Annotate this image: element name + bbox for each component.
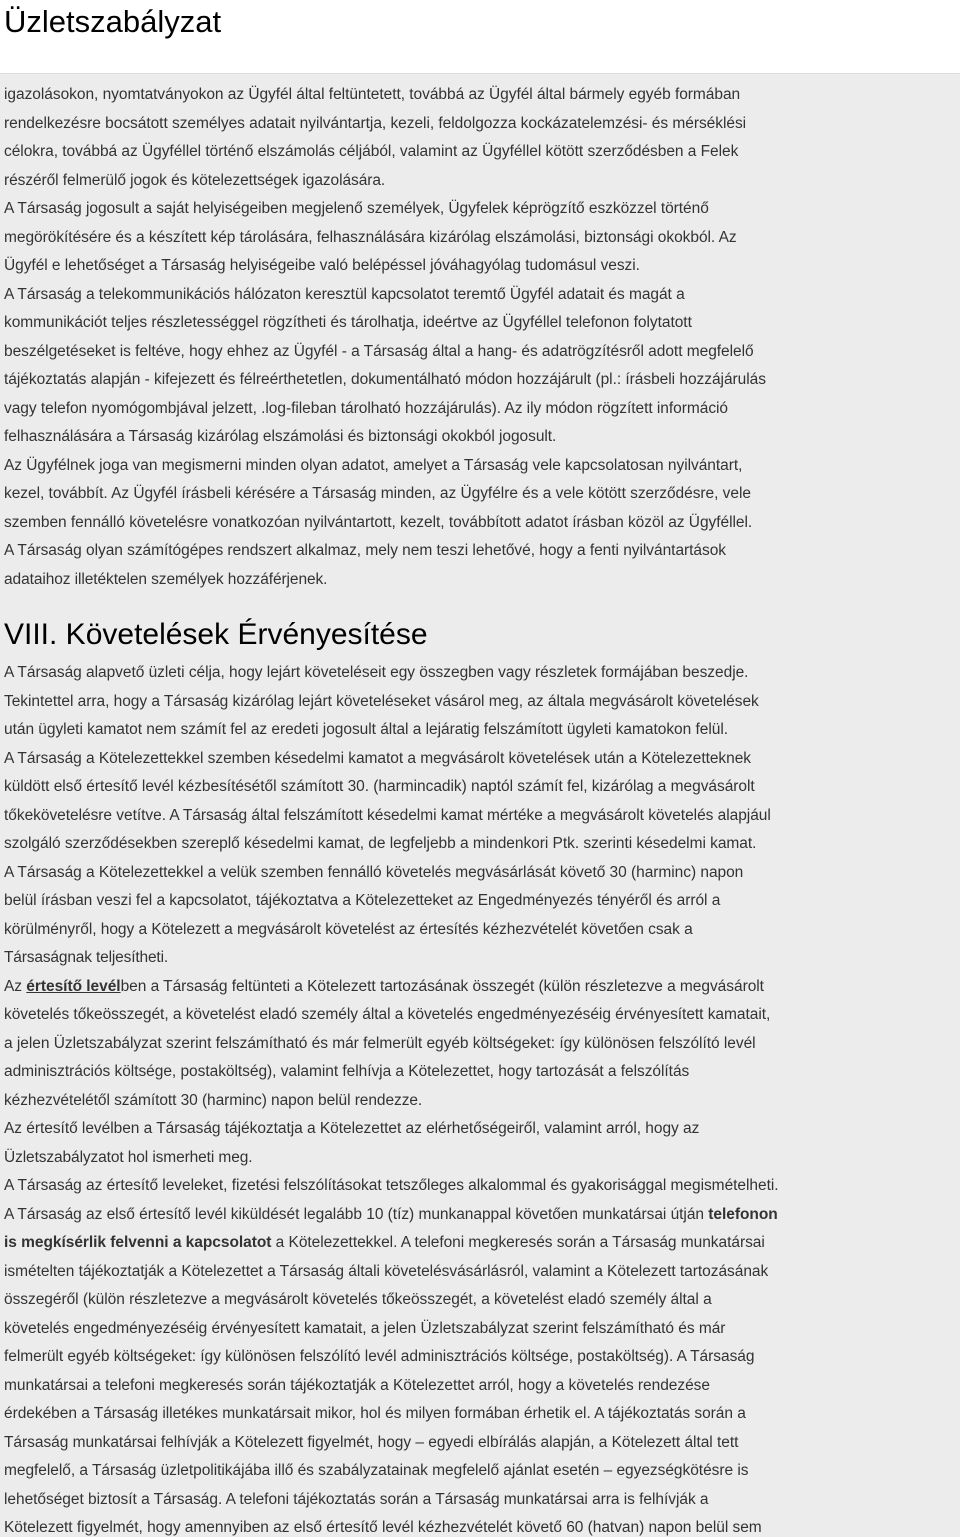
text-line: A Társaság az értesítő leveleket, fizetési felszólításokat tetszőleges alkalommal és gyakorisággal megismételheti. [4,1177,779,1194]
text-line: szemben fennálló követelésre vonatkozóan nyilvántartott, kezelt, továbbított adatot írásban közöl az Ügyféllel. [4,513,753,531]
text-line: érdekében a Társaság illetékes munkatársait mikor, hol és milyen formában érhetik el. A tájékoztatás során a [4,1405,746,1422]
text-line: Üzletszabályzatot hol ismerheti meg. [4,1148,253,1166]
text-line-phone-contact [4,1229,960,1258]
text-line: kézhezvételétől számított 30 (harminc) napon belül rendezze. [4,1091,423,1109]
text-line: után ügyleti kamatot nem számít fel az eredeti jogosult által a lejáratig felszámított ügyleti kamatokon felül. [4,721,729,738]
text-line: belül írásban veszi fel a kapcsolatot, tájékoztatva a Kötelezetteket az Engedményezés tényéről és arról a [4,892,721,909]
text-line: megfelelő, a Társaság üzletpolitikájába illő és szabályzatainak megfelelő ajánlat esetén – egyezségkötésre is [4,1462,749,1479]
text-line: beszélgetéseket is feltéve, hogy ehhez az Ügyfél - a Társaság által a hang- és adatrögzítésről adott megfelelő [4,342,754,360]
text-line: ismételten tájékoztatják a Kötelezettet a Társaság általi követelésvásárlásról, valamint a Kötelezett tartozásának [4,1262,769,1280]
text-line: felmerült egyéb költségeket: így különösen felszólító levél adminisztrációs költsége, postaköltség). A Társaság [4,1348,755,1365]
text-line: felhasználására a Társaság kizárólag elszámolási és biztonsági okokból jogosult. [4,428,557,445]
text-run: a Kötelezettekkel. A telefoni megkeresés során a Társaság munkatársai [271,1234,765,1251]
text-line: A Társaság a telekommunikációs hálózaton keresztül kapcsolatot teremtő Ügyfél adatait és magát a [4,285,685,303]
document-body [0,73,960,1537]
text-line: követelés tőkeösszegét, a követelést eladó személy által a követelés engedményezéséig érvényesített kamatait, [4,1006,771,1023]
text-line: Az értesítő levélben a Társaság tájékoztatja a Kötelezettet az elérhetőségeiről, valamint arról, hogy az [4,1120,700,1137]
text-line: munkatársai a telefoni megkeresés során tájékoztatják a Kötelezettet arról, hogy a követelés rendezése [4,1376,710,1394]
text-line: vagy telefon nyomógombjával jelzett, .log-fileban tárolható hozzájárulás). Az ily módon rögzített információ [4,399,729,417]
text-line: rendelkezésre bocsátott személyes adatait nyilvántartja, kezeli, feldolgozza kockázatelemzési- és mérséklési [4,114,747,132]
text-line: Ügyfél e lehetőséget a Társaság helyiségeibe való belépéssel jóváhagyólag tudomásul veszi. [4,257,640,274]
text-line: lehetőséget biztosít a Társaság. A telefoni tájékoztatás során a Társaság munkatársai arra is felhívják a [4,1490,709,1508]
text-run: ben a Társaság feltünteti a Kötelezett tartozásának összegét (külön részletezve a megvásárolt [120,977,764,995]
text-run: Az [4,977,27,995]
text-line: a jelen Üzletszabályzat szerint felszámítható és már felmerült egyéb költségeket: így különösen felszólító levél [4,1034,756,1052]
emphasis-phone: telefonon [708,1205,778,1223]
text-line: tőkekövetelésre vetítve. A Társaság által felszámított késedelmi kamat mértéke a megvásárolt követelés alapjául [4,806,771,824]
text-line: küldött első értesítő levél kézbesítésétől számított 30. (harmincadik) naptól számít fel, kizárólag a megvásárolt [4,778,755,795]
text-line-phone [4,1201,960,1230]
text-line: részéről felmerülő jogok és kötelezettségek igazolására. [4,171,386,189]
text-line: A Társaság jogosult a saját helyiségeiben megjelenő személyek, Ügyfelek képrögzítő eszközzel történő [4,200,709,217]
text-line: Tekintettel arra, hogy a Társaság kizárólag lejárt követeléseket vásárol meg, az általa megvásárolt követelések [4,692,759,710]
text-line: Az Ügyfélnek joga van megismerni minden olyan adatot, amelyet a Társaság vele kapcsolatosan nyilvántart, [4,456,743,474]
text-line: igazolásokon, nyomtatványokon az Ügyfél által feltüntetett, továbbá az Ügyfél által bármely egyéb formában [4,86,741,103]
paragraph-group-claims [4,659,960,1537]
text-line: tájékoztatás alapján - kifejezett és félreérthetetlen, dokumentálható módon hozzájárult (pl.: írásbeli hozzájárulás [4,371,766,388]
text-line: célokra, továbbá az Ügyféllel történő elszámolás céljából, valamint az Ügyféllel kötött szerződésben a Felek [4,143,739,160]
emphasis-notice-letter: értesítő levél [26,977,121,995]
text-line: A Társaság a Kötelezettekkel szemben késedelmi kamatot a megvásárolt követelések után a Kötelezetteknek [4,749,752,767]
text-run: A Társaság az első értesítő levél kiküldését legalább 10 (tíz) munkanappal követően munkatársai útján [4,1205,709,1223]
text-line: Társaságnak teljesítheti. [4,949,169,966]
text-line: kommunikációt teljes részletességgel rögzítheti és tárolhatja, ideértve az Ügyféllel telefonon folytatott [4,314,692,331]
paragraph-group-data-handling [4,81,960,594]
text-line: körülményről, hogy a Kötelezett a megvásárolt követelést az értesítés kézhezvételét követően csak a [4,920,693,938]
page-title: Üzletszabályzat [4,4,222,39]
text-line: kezel, továbbít. Az Ügyfél írásbeli kérésére a Társaság minden, az Ügyfélre és a vele kötött szerződésre, vele [4,485,751,502]
text-line: összegéről (külön részletezve a megvásárolt követelés tőkeösszegét, a követelést eladó személy által a [4,1291,712,1308]
text-line: követelés engedményezéséig érvényesített kamatait, a jelen Üzletszabályzat szerint felszámítható és már [4,1319,726,1337]
text-line: Kötelezett figyelmét, hogy amennyiben az első értesítő levél kézhezvételét követő 60 (hatvan) napon belül sem [4,1519,762,1536]
section-heading: VIII. Követelések Érvényesítése [4,618,428,651]
text-line: A Társaság alapvető üzleti célja, hogy lejárt követeléseit egy összegben vagy részletek formájában beszedje. [4,664,749,681]
text-line: adataihoz illetéktelen személyek hozzáférjenek. [4,570,328,588]
text-line: Társaság munkatársai felhívják a Kötelezett figyelmét, hogy – egyedi elbírálás alapján, a Kötelezett által tett [4,1433,739,1451]
emphasis-contact-attempt: is megkísérlik felvenni a kapcsolatot [4,1234,272,1251]
text-line: A Társaság a Kötelezettekkel a velük szemben fennálló követelés megvásárlását követő 30 (harminc) napon [4,863,744,881]
text-line-notice [4,973,960,1002]
text-line: adminisztrációs költsége, postaköltség), valamint felhívja a Kötelezettet, hogy tartozását a felszólítás [4,1063,690,1080]
text-line: megörökítésére és a készített kép tárolására, felhasználására kizárólag elszámolási, biztonsági okokból. Az [4,228,737,246]
text-line: A Társaság olyan számítógépes rendszert alkalmaz, mely nem teszi lehetővé, hogy a fenti nyilvántartások [4,542,726,559]
text-line: szolgáló szerződésekben szereplő késedelmi kamat, de legfeljebb a mindenkori Ptk. szerinti késedelmi kamat. [4,835,757,852]
